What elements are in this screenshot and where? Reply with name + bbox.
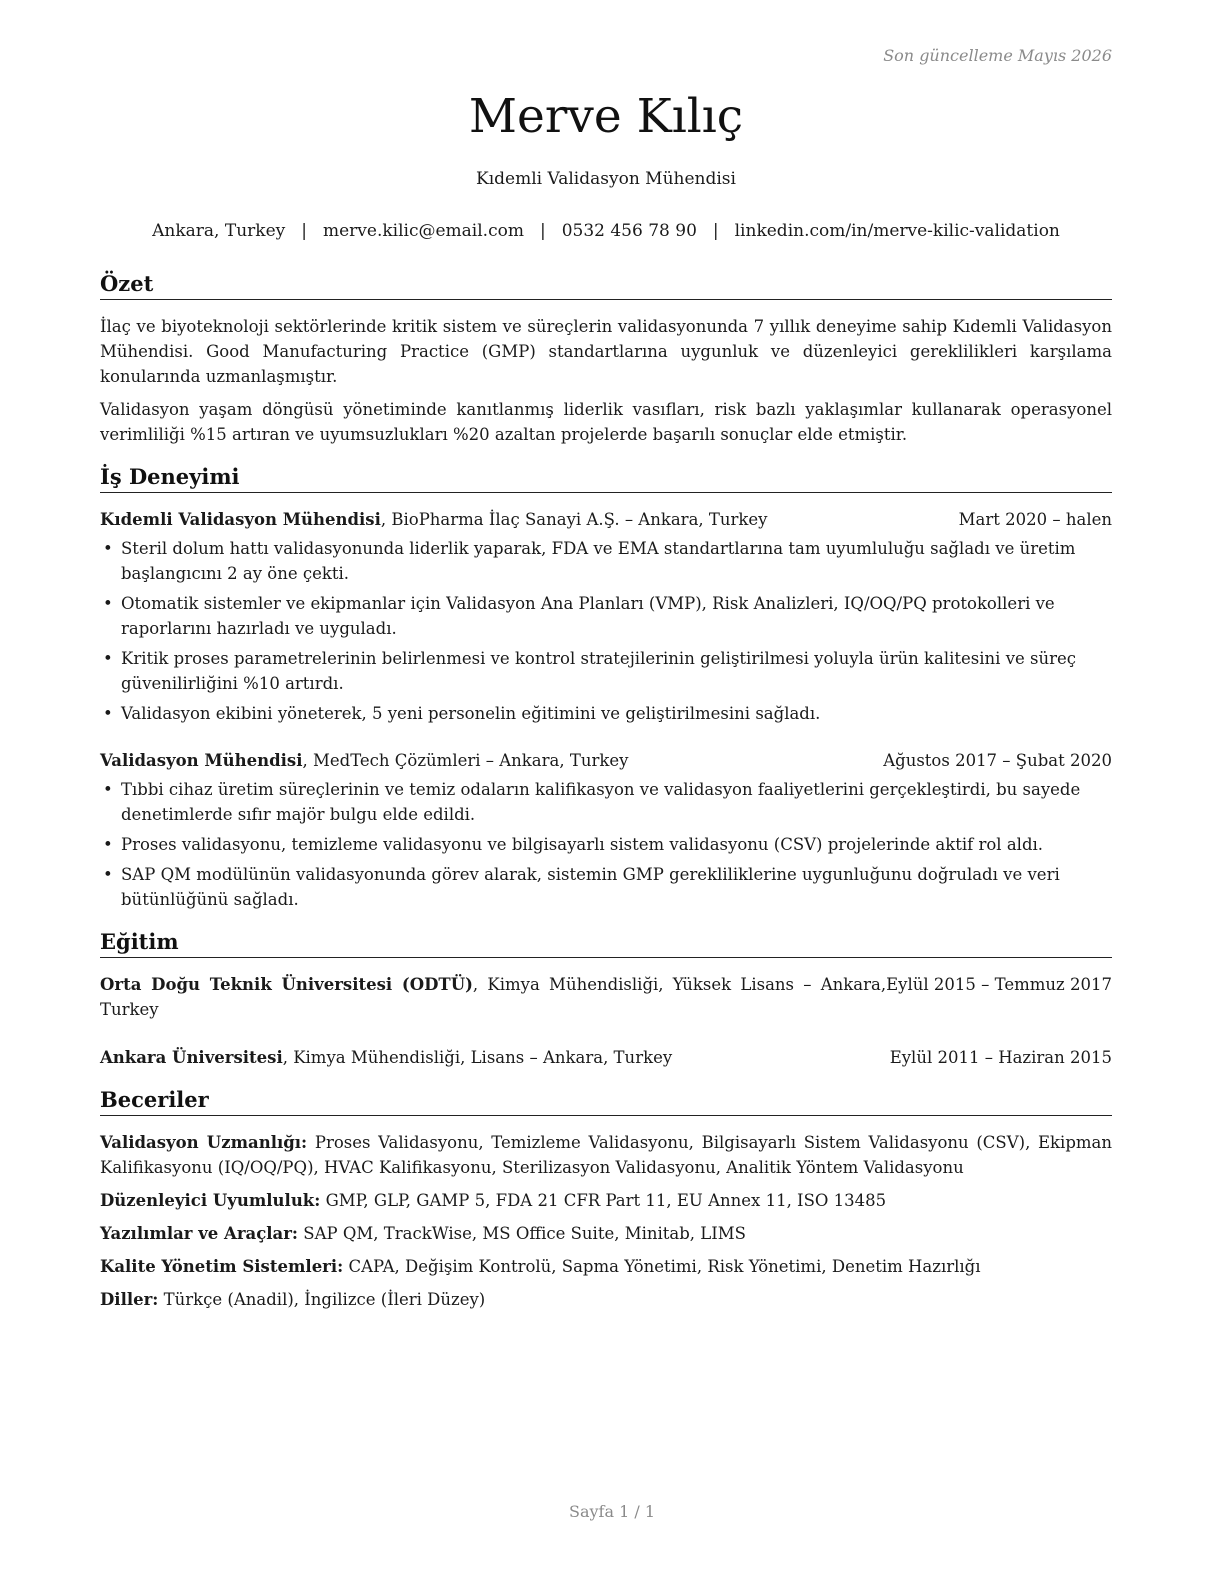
education-entry xyxy=(100,1045,1112,1070)
experience-section xyxy=(100,463,1112,912)
skill-label: Düzenleyici Uyumluluk: xyxy=(100,1191,321,1210)
skill-item xyxy=(100,1130,1112,1180)
education-school: Orta Doğu Teknik Üniversitesi (ODTÜ) xyxy=(100,975,473,994)
skill-value: GMP, GLP, GAMP 5, FDA 21 CFR Part 11, EU Annex 11, ISO 13485 xyxy=(320,1191,887,1210)
education-detail: , Kimya Mühendisliği, Lisans – Ankara, Turkey xyxy=(282,1048,673,1067)
skill-label: Diller: xyxy=(100,1290,159,1309)
experience-heading: İş Deneyimi xyxy=(100,463,1112,493)
candidate-name: Merve Kılıç xyxy=(468,89,744,144)
skills-heading: Beceriler xyxy=(100,1086,1112,1116)
bullet-dot-icon: • xyxy=(103,704,113,723)
job-header xyxy=(100,507,1112,532)
page-number: Sayfa 1 / 1 xyxy=(568,1502,655,1521)
job-entry xyxy=(100,507,1112,726)
skill-value: CAPA, Değişim Kontrolü, Sapma Yönetimi, Risk Yönetimi, Denetim Hazırlığı xyxy=(343,1257,981,1276)
skill-value: SAP QM, TrackWise, MS Office Suite, Minitab, LIMS xyxy=(298,1224,746,1243)
education-section xyxy=(100,928,1112,1070)
job-role: Validasyon Mühendisi xyxy=(100,751,303,770)
skill-item xyxy=(100,1221,1112,1246)
job-bullet: • Validasyon ekibini yöneterek, 5 yeni personelin eğitimini ve geliştirilmesini sağladı. xyxy=(100,701,1112,726)
contact-line xyxy=(100,219,1112,243)
resume-page xyxy=(100,0,1112,1584)
summary-body xyxy=(100,314,1112,447)
bullet-dot-icon: • xyxy=(103,539,113,558)
education-header xyxy=(100,972,1112,1022)
job-bullet: • SAP QM modülünün validasyonunda görev alarak, sistemin GMP gerekliliklerine uygunluğunu doğruladı ve veri bütünlüğünü sağladı. xyxy=(100,862,1112,912)
last-updated-note: Son güncelleme Mayıs 2026 xyxy=(883,46,1112,65)
candidate-title: Kıdemli Validasyon Mühendisi xyxy=(476,169,736,189)
job-bullet: • Tıbbi cihaz üretim süreçlerinin ve temiz odaların kalifikasyon ve validasyon faaliyetlerini gerçekleştirdi, bu sayede denetimlerde sıfır majör bulgu elde edildi. xyxy=(100,777,1112,827)
contact-location: Ankara, Turkey xyxy=(152,221,286,241)
job-bullets xyxy=(100,777,1112,912)
job-bullet: • Kritik proses parametrelerinin belirlenmesi ve kontrol stratejilerinin geliştirilmesi yoluyla ürün kalitesini ve süreç güvenilirliğini %10 artırdı. xyxy=(100,646,1112,696)
summary-paragraph: İlaç ve biyoteknoloji sektörlerinde kritik sistem ve süreçlerin validasyonunda 7 yıllık deneyime sahip Kıdemli Validasyon Mühendisi. Good Manufacturing Practice (GMP) standartlarına uygunluk ve düzenleyici gereklilikleri karşılama konularında uzmanlaşmıştır. xyxy=(100,317,1112,386)
job-bullets xyxy=(100,536,1112,726)
summary-section xyxy=(100,270,1112,447)
skill-label: Kalite Yönetim Sistemleri: xyxy=(100,1257,344,1276)
job-company: , BioPharma İlaç Sanayi A.Ş. – Ankara, Turkey xyxy=(380,510,768,529)
job-company: , MedTech Çözümleri – Ankara, Turkey xyxy=(302,751,629,770)
education-entry xyxy=(100,972,1112,1022)
contact-phone[interactable]: 0532 456 78 90 xyxy=(561,221,697,241)
summary-paragraph: Validasyon yaşam döngüsü yönetiminde kanıtlanmış liderlik vasıfları, risk bazlı yaklaşımlar kullanarak operasyonel verimliliği %15 artıran ve uyumsuzlukları %20 azaltan projelerde başarılı sonuçlar elde etmiştir. xyxy=(100,400,1112,444)
education-detail: , Kimya Mühendisliği, Yüksek Lisans – Ankara, Turkey xyxy=(100,975,887,1019)
job-bullet: • Otomatik sistemler ve ekipmanlar için Validasyon Ana Planları (VMP), Risk Analizleri, IQ/OQ/PQ protokolleri ve raporlarını hazırladı ve uyguladı. xyxy=(100,591,1112,641)
job-bullet: • Steril dolum hattı validasyonunda liderlik yaparak, FDA ve EMA standartlarına tam uyumluluğu sağladı ve üretim başlangıcını 2 ay öne çekti. xyxy=(100,536,1112,586)
bullet-dot-icon: • xyxy=(103,780,113,799)
contact-separator: | xyxy=(712,221,719,241)
skill-item xyxy=(100,1287,1112,1312)
education-heading: Eğitim xyxy=(100,928,1112,958)
skill-label: Validasyon Uzmanlığı: xyxy=(100,1133,308,1152)
contact-separator: | xyxy=(539,221,546,241)
bullet-dot-icon: • xyxy=(103,594,113,613)
skills-section xyxy=(100,1086,1112,1312)
job-dates: Mart 2020 – halen xyxy=(958,510,1112,529)
bullet-dot-icon: • xyxy=(103,649,113,668)
skill-item xyxy=(100,1254,1112,1279)
skills-list xyxy=(100,1130,1112,1312)
bullet-dot-icon: • xyxy=(103,835,113,854)
education-dates: Eylül 2015 – Temmuz 2017 xyxy=(886,975,1112,994)
resume-content xyxy=(100,270,1112,1320)
summary-heading: Özet xyxy=(100,270,1112,300)
contact-email[interactable]: merve.kilic@email.com xyxy=(322,221,524,241)
job-bullet: • Proses validasyonu, temizleme validasyonu ve bilgisayarlı sistem validasyonu (CSV) projelerinde aktif rol aldı. xyxy=(100,832,1112,857)
skill-value: Proses Validasyonu, Temizleme Validasyonu, Bilgisayarlı Sistem Validasyonu (CSV), Ekipman Kalifikasyonu (IQ/OQ/PQ), HVAC Kalifikasyonu, Sterilizasyon Validasyonu, Analitik Yöntem Validasyonu xyxy=(100,1133,1112,1177)
education-dates: Eylül 2011 – Haziran 2015 xyxy=(889,1048,1112,1067)
education-header xyxy=(100,1045,1112,1070)
job-role: Kıdemli Validasyon Mühendisi xyxy=(100,510,381,529)
education-school: Ankara Üniversitesi xyxy=(100,1048,283,1067)
contact-linkedin[interactable]: linkedin.com/in/merve-kilic-validation xyxy=(734,221,1060,241)
contact-separator: | xyxy=(301,221,307,241)
skill-label: Yazılımlar ve Araçlar: xyxy=(100,1224,299,1243)
job-header xyxy=(100,748,1112,773)
bullet-dot-icon: • xyxy=(103,865,113,884)
skill-value: Türkçe (Anadil), İngilizce (İleri Düzey) xyxy=(158,1290,486,1309)
job-entry xyxy=(100,748,1112,912)
skill-item xyxy=(100,1188,1112,1213)
job-dates: Ağustos 2017 – Şubat 2020 xyxy=(883,751,1112,770)
